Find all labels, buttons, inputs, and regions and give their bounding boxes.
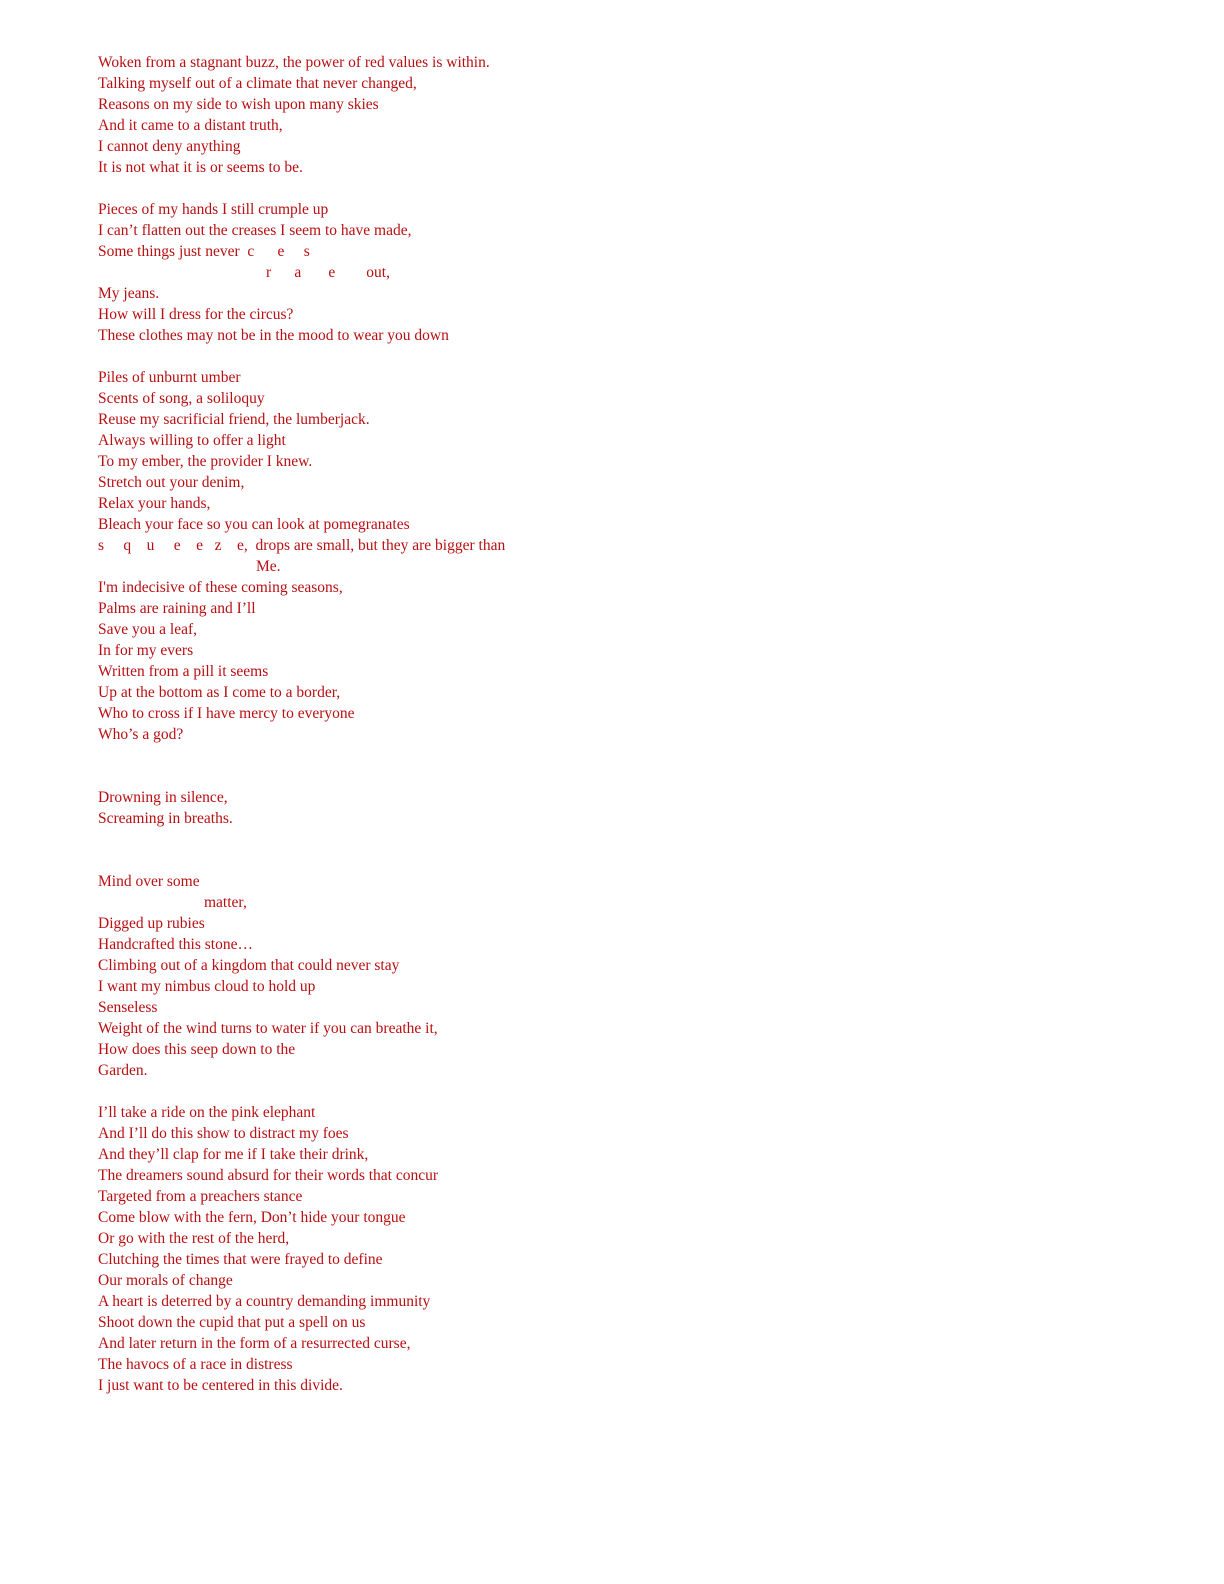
poem-line: Reasons on my side to wish upon many skies <box>98 96 379 113</box>
poem-line-me: Me. <box>256 558 281 575</box>
poem-line: Or go with the rest of the herd, <box>98 1230 290 1247</box>
poem-line: And I’ll do this show to distract my foes <box>98 1125 349 1142</box>
stanza-1 <box>98 52 1098 178</box>
poem-line: Written from a pill it seems <box>98 663 269 680</box>
poem-line: Save you a leaf, <box>98 621 197 638</box>
poem-line: Clutching the times that were frayed to define <box>98 1251 383 1268</box>
poem-line: Targeted from a preachers stance <box>98 1188 303 1205</box>
poem-line: The dreamers sound absurd for their words that concur <box>98 1167 439 1184</box>
poem-line-squeeze: s q u e e z e, drops are small, but they are bigger than <box>98 537 506 554</box>
poem-line: I can’t flatten out the creases I seem to have made, <box>98 222 412 239</box>
poem-body <box>98 52 1098 1396</box>
poem-line: Palms are raining and I’ll <box>98 600 256 617</box>
poem-line: Who’s a god? <box>98 726 184 743</box>
poem-line: My jeans. <box>98 285 160 302</box>
poem-line: Digged up rubies <box>98 915 205 932</box>
poem-line-creases-top: Some things just never c e s <box>98 243 310 260</box>
poem-line: Senseless <box>98 999 158 1016</box>
poem-line: Up at the bottom as I come to a border, <box>98 684 341 701</box>
stanza-break <box>98 829 1098 871</box>
poem-line: Mind over some <box>98 873 200 890</box>
poem-line: I'm indecisive of these coming seasons, <box>98 579 343 596</box>
stanza-break <box>98 1081 1098 1102</box>
poem-line: Pieces of my hands I still crumple up <box>98 201 329 218</box>
poem-line: Scents of song, a soliloquy <box>98 390 265 407</box>
stanza-break <box>98 178 1098 199</box>
poem-line: I’ll take a ride on the pink elephant <box>98 1104 316 1121</box>
poem-line: Shoot down the cupid that put a spell on us <box>98 1314 366 1331</box>
poem-line: Reuse my sacrificial friend, the lumberjack. <box>98 411 370 428</box>
stanza-2 <box>98 199 1098 346</box>
poem-line: And it came to a distant truth, <box>98 117 283 134</box>
poem-line: Handcrafted this stone… <box>98 936 253 953</box>
poem-line: The havocs of a race in distress <box>98 1356 293 1373</box>
poem-line: Stretch out your denim, <box>98 474 245 491</box>
poem-line: To my ember, the provider I knew. <box>98 453 313 470</box>
poem-line: Screaming in breaths. <box>98 810 233 827</box>
poem-line: Our morals of change <box>98 1272 233 1289</box>
stanza-6 <box>98 1102 1098 1396</box>
poem-line-matter: matter, <box>204 894 247 911</box>
stanza-4 <box>98 787 1098 829</box>
poem-line: Talking myself out of a climate that never changed, <box>98 75 417 92</box>
poem-line: I want my nimbus cloud to hold up <box>98 978 316 995</box>
poem-line: How does this seep down to the <box>98 1041 296 1058</box>
poem-line: Always willing to offer a light <box>98 432 286 449</box>
poem-line: Weight of the wind turns to water if you can breathe it, <box>98 1020 438 1037</box>
poem-line: These clothes may not be in the mood to wear you down <box>98 327 449 344</box>
poem-line: I cannot deny anything <box>98 138 241 155</box>
poem-line: Climbing out of a kingdom that could never stay <box>98 957 400 974</box>
poem-line: Bleach your face so you can look at pomegranates <box>98 516 410 533</box>
poem-line: It is not what it is or seems to be. <box>98 159 303 176</box>
poem-line: Drowning in silence, <box>98 789 228 806</box>
poem-line: A heart is deterred by a country demanding immunity <box>98 1293 431 1310</box>
poem-line: I just want to be centered in this divide. <box>98 1377 343 1394</box>
stanza-break <box>98 346 1098 367</box>
stanza-3 <box>98 367 1098 745</box>
poem-line: And they’ll clap for me if I take their drink, <box>98 1146 369 1163</box>
poem-line: In for my evers <box>98 642 194 659</box>
poem-line: How will I dress for the circus? <box>98 306 294 323</box>
poem-line: Piles of unburnt umber <box>98 369 241 386</box>
poem-line: Come blow with the fern, Don’t hide your tongue <box>98 1209 406 1226</box>
poem-line-creases-bottom: r a e out, <box>266 264 390 281</box>
poem-line: Woken from a stagnant buzz, the power of red values is within. <box>98 54 490 71</box>
poem-line: Garden. <box>98 1062 148 1079</box>
stanza-break <box>98 745 1098 787</box>
poem-line: Who to cross if I have mercy to everyone <box>98 705 355 722</box>
poem-line: Relax your hands, <box>98 495 211 512</box>
poem-line: And later return in the form of a resurrected curse, <box>98 1335 411 1352</box>
stanza-5 <box>98 871 1098 1081</box>
